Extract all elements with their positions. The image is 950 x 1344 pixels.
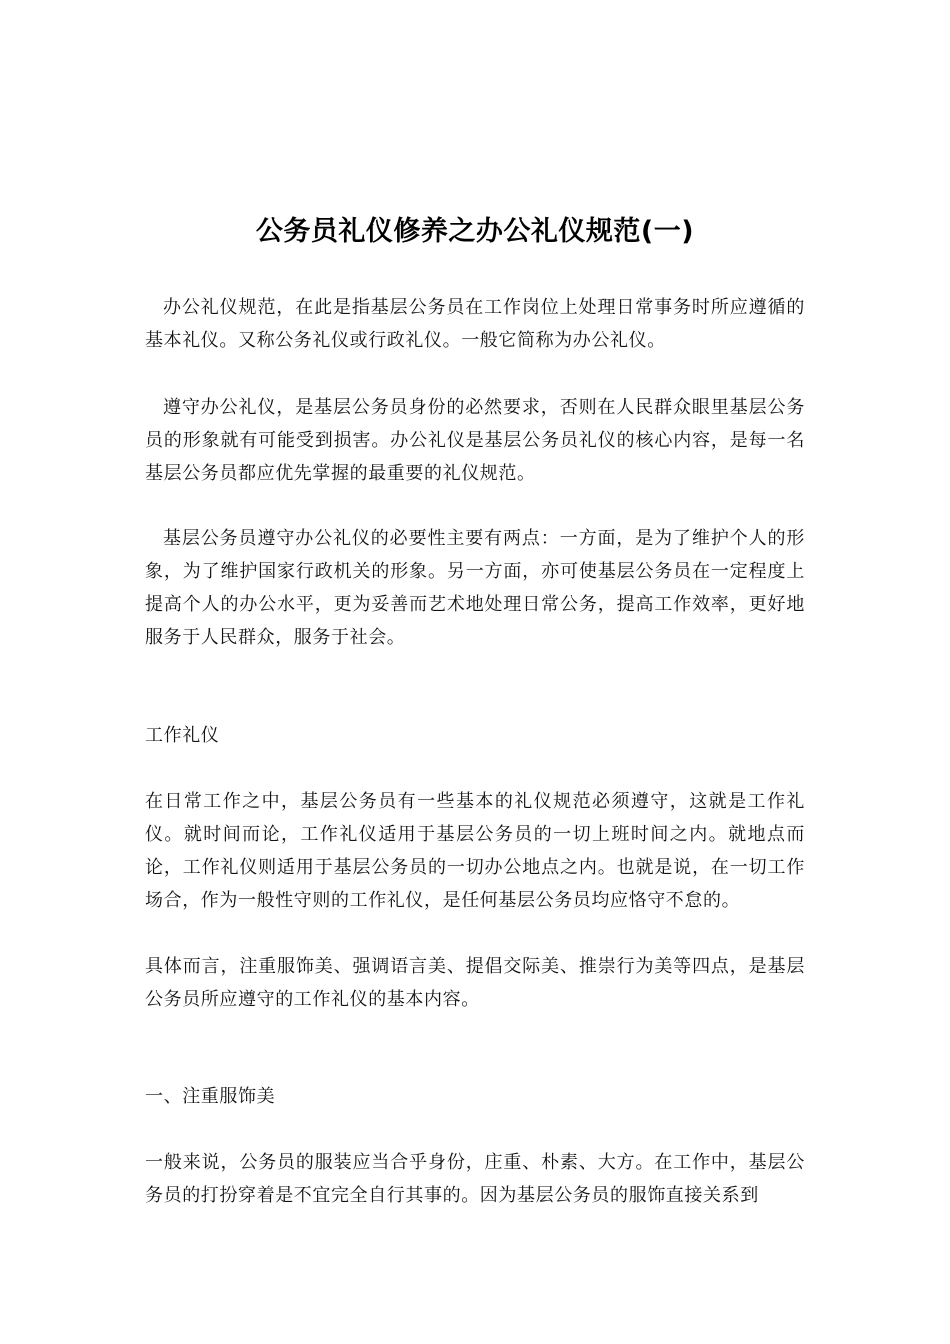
dress-paragraph-1: 一般来说，公务员的服装应当合乎身份，庄重、朴素、大方。在工作中，基层公务员的打扮穿着是不宜完全自行其事的。因为基层公务员的服饰直接关系到 [145,1152,805,1206]
section-heading-dress: 一、注重服饰美 [145,1086,276,1107]
intro-paragraph-1: 办公礼仪规范，在此是指基层公务员在工作岗位上处理日常事务时所应遵循的基本礼仪。又称公务礼仪或行政礼仪。一般它简称为办公礼仪。 [145,297,805,351]
intro-paragraph-2: 遵守办公礼仪，是基层公务员身份的必然要求，否则在人民群众眼里基层公务员的形象就有可能受到损害。办公礼仪是基层公务员礼仪的核心内容，是每一名基层公务员都应优先掌握的最重要的礼仪规范。 [145,397,805,484]
intro-paragraph-3: 基层公务员遵守办公礼仪的必要性主要有两点：一方面，是为了维护个人的形象，为了维护国家行政机关的形象。另一方面，亦可使基层公务员在一定程度上提高个人的办公水平，更为妥善而艺术地处理日常公务，提高工作效率，更好地服务于人民群众，服务于社会。 [145,528,805,648]
work-etiquette-paragraph-2: 具体而言，注重服饰美、强调语言美、提倡交际美、推崇行为美等四点，是基层公务员所应遵守的工作礼仪的基本内容。 [145,956,805,1010]
document-title: 公务员礼仪修养之办公礼仪规范(一) [255,216,695,247]
work-etiquette-paragraph-1: 在日常工作之中，基层公务员有一些基本的礼仪规范必须遵守，这就是工作礼仪。就时间而论，工作礼仪适用于基层公务员的一切上班时间之内。就地点而论，工作礼仪则适用于基层公务员的一切办公地点之内。也就是说，在一切工作场合，作为一般性守则的工作礼仪，是任何基层公务员均应恪守不怠的。 [145,791,805,911]
section-heading-work-etiquette: 工作礼仪 [145,725,220,746]
